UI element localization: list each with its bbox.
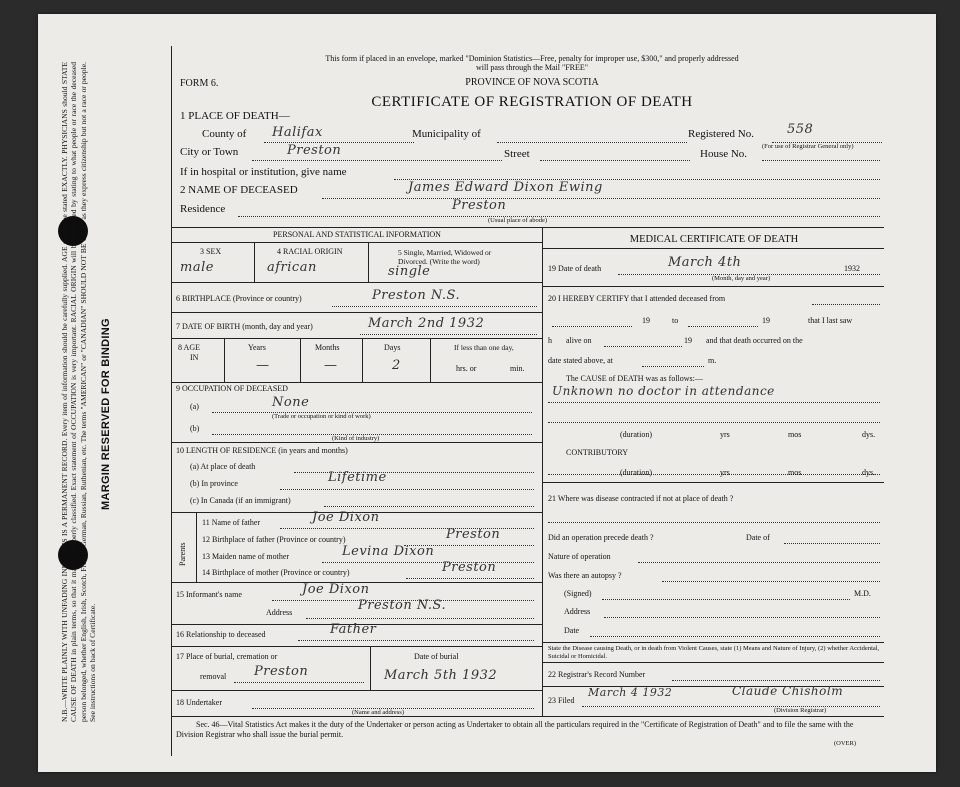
row-line xyxy=(542,286,884,287)
duration-yrs-2: yrs xyxy=(720,468,730,477)
column-divider xyxy=(542,227,543,717)
medical-certificate-heading: MEDICAL CERTIFICATE OF DEATH xyxy=(629,234,799,245)
racial-origin-value[interactable]: african xyxy=(267,260,317,275)
informant-value[interactable]: Joe Dixon xyxy=(302,582,370,597)
certify-19-a: 19 xyxy=(642,316,650,325)
residence-a-label: (a) At place of death xyxy=(190,462,256,471)
deceased-name-label: 2 NAME OF DECEASED xyxy=(180,184,298,196)
physician-date-line xyxy=(590,636,880,637)
days-label: Days xyxy=(384,343,401,352)
mother-birthplace-label: 14 Birthplace of mother (Province or country) xyxy=(202,568,350,577)
date-of-death-value[interactable]: March 4th xyxy=(668,255,742,270)
birthplace-value[interactable]: Preston N.S. xyxy=(372,288,461,303)
cell-divider xyxy=(362,338,363,382)
registrar-note: (For use of Registrar General only) xyxy=(762,143,854,150)
occupation-label: 9 OCCUPATION OF DECEASED xyxy=(176,384,288,393)
certify-last-saw: that I last saw xyxy=(808,316,853,325)
duration-yrs: yrs xyxy=(720,430,730,439)
county-label: County of xyxy=(202,128,247,140)
section-46-note: Sec. 46—Vital Statistics Act makes it the duty of the Undertaker or person acting as Undertaker to obtain all the particulars required in the "Certificate of Registration of Death" and to file the same with the Division Registrar who shall issue the burial permit. xyxy=(176,720,854,739)
postal-note-2: will pass through the Mail "FREE" xyxy=(475,63,589,72)
filed-value[interactable]: March 4 1932 xyxy=(588,686,673,699)
hrs-label: hrs. or xyxy=(456,364,477,373)
marital-label-2: Divorced. (Write the word) xyxy=(398,257,480,266)
occupation-b-note: (Kind of industry) xyxy=(332,435,380,442)
informant-address-value[interactable]: Preston N.S. xyxy=(358,598,447,613)
occupation-a-note: (Trade or occupation or kind of work) xyxy=(272,413,371,420)
place-of-death-heading: 1 PLACE OF DEATH— xyxy=(180,110,290,122)
cell-divider xyxy=(224,338,225,382)
disease-contracted-line xyxy=(548,522,880,523)
certify-alive-on: alive on xyxy=(566,336,592,345)
residence-c-line xyxy=(324,506,534,507)
house-no-line xyxy=(762,160,880,161)
certify-text: 20 I HEREBY CERTIFY that I attended deceased from xyxy=(548,294,726,303)
residence-c-label: (c) In Canada (if an immigrant) xyxy=(190,496,291,505)
postal-note: This form if placed in an envelope, marked "Dominion Statistics—Free, penalty for improper use, $300," and properly addressed xyxy=(325,54,739,63)
operation-date-label: Date of xyxy=(746,533,770,542)
city-label: City or Town xyxy=(180,146,239,158)
min-label: min. xyxy=(510,364,525,373)
house-no-label: House No. xyxy=(700,148,748,160)
informant-address-label: Address xyxy=(266,608,293,617)
residence-b-line xyxy=(280,489,534,490)
registrar-record-line xyxy=(672,680,880,681)
less-than-day-label: If less than one day, xyxy=(454,343,514,352)
undertaker-note: (Name and address) xyxy=(352,709,404,716)
mother-birthplace-value[interactable]: Preston xyxy=(442,560,497,575)
registered-no-value[interactable]: 558 xyxy=(787,122,814,137)
hospital-label: If in hospital or institution, give name xyxy=(180,166,347,178)
operation-date-line xyxy=(784,543,880,544)
duration-label-2: (duration) xyxy=(620,468,652,477)
table-bottom-line xyxy=(172,716,884,717)
filed-line xyxy=(582,706,880,707)
duration-mos-2: mos xyxy=(788,468,802,477)
row-line xyxy=(542,662,884,663)
registered-no-label: Registered No. xyxy=(688,128,754,140)
deceased-name-value[interactable]: James Edward Dixon Ewing xyxy=(408,180,603,195)
row-line xyxy=(172,338,542,339)
county-value[interactable]: Halifax xyxy=(272,125,323,140)
years-value[interactable]: — xyxy=(256,358,270,373)
certify-h: h xyxy=(548,336,552,345)
municipality-line xyxy=(497,142,687,143)
father-birthplace-value[interactable]: Preston xyxy=(446,527,501,542)
cause-line xyxy=(548,402,880,403)
row-line xyxy=(172,242,542,243)
operation-label: Did an operation precede death ? xyxy=(548,533,654,542)
father-name-label: 11 Name of father xyxy=(202,518,261,527)
contributory-label: CONTRIBUTORY xyxy=(566,448,629,457)
certify-m: m. xyxy=(708,356,717,365)
registrar-signature[interactable]: Claude Chisholm xyxy=(732,684,844,698)
certify-line xyxy=(812,304,880,305)
duration-label: (duration) xyxy=(620,430,652,439)
city-line xyxy=(252,160,502,161)
burial-place-value[interactable]: Preston xyxy=(254,664,309,679)
violent-causes-note: State the Disease causing Death, or in death from Violent Causes, state (1) Means and Nature of Injury, (2) whether Accidental, Suicidal or Homicidal. xyxy=(548,645,880,660)
certify-line xyxy=(604,346,682,347)
certify-death-occurred: and that death occurred on the xyxy=(706,336,803,345)
racial-origin-label: 4 RACIAL ORIGIN xyxy=(277,247,343,256)
marital-value[interactable]: single xyxy=(388,264,431,279)
birthplace-label: 6 BIRTHPLACE (Province or country) xyxy=(176,294,302,303)
signed-label: (Signed) xyxy=(564,589,592,598)
occupation-a-line xyxy=(212,412,532,413)
page-title: CERTIFICATE OF REGISTRATION OF DEATH xyxy=(371,94,693,110)
cell-divider xyxy=(300,338,301,382)
form-number: FORM 6. xyxy=(180,78,219,89)
burial-place-label-2: removal xyxy=(200,672,227,681)
sex-label: 3 SEX xyxy=(200,247,222,256)
row-line xyxy=(172,646,542,647)
cell-divider xyxy=(430,338,431,382)
birthplace-line xyxy=(332,306,537,307)
mother-name-value[interactable]: Levina Dixon xyxy=(342,544,435,559)
mother-birthplace-line xyxy=(406,578,534,579)
row-line xyxy=(542,642,884,643)
deceased-name-line xyxy=(322,198,880,199)
informant-label: 15 Informant's name xyxy=(176,590,242,599)
md-label: M.D. xyxy=(854,589,871,598)
residence-value[interactable]: Preston xyxy=(452,198,507,213)
date-of-death-year[interactable]: 1932 xyxy=(844,264,860,273)
certify-line xyxy=(688,326,758,327)
age-label: 8 AGE xyxy=(178,343,200,352)
sex-value[interactable]: male xyxy=(180,260,214,275)
days-value[interactable]: 2 xyxy=(392,358,401,373)
certify-line xyxy=(642,366,704,367)
table-top-line xyxy=(172,227,884,228)
occupation-a-label: (a) xyxy=(190,402,199,411)
certify-date-stated: date stated above, at xyxy=(548,356,613,365)
occupation-a-value[interactable]: None xyxy=(272,395,310,410)
contributory-line xyxy=(548,474,880,475)
cause-of-death-label: The CAUSE of DEATH was as follows:— xyxy=(566,374,703,383)
row-line xyxy=(172,382,542,383)
cell-divider xyxy=(370,646,371,690)
municipality-label: Municipality of xyxy=(412,128,481,140)
undertaker-label: 18 Undertaker xyxy=(176,698,222,707)
filed-label: 23 Filed xyxy=(548,696,575,705)
burial-place-label: 17 Place of burial, cremation or xyxy=(176,652,278,661)
autopsy-label: Was there an autopsy ? xyxy=(548,571,622,580)
binding-margin-title: MARGIN RESERVED FOR BINDING xyxy=(100,318,112,510)
physician-date-label: Date xyxy=(564,626,580,635)
relationship-value[interactable]: Father xyxy=(330,622,377,637)
burial-date-value[interactable]: March 5th 1932 xyxy=(384,668,498,683)
margin-instructions: N.B.—WRITE PLAINLY WITH UNFADING INK—THIS IS A PERMANENT RECORD. Every item of information should be carefully supplied. AGE should be stated EXACTLY. PHYSICIANS should STATE CAUSE OF DEATH in plain terms, so that it may be properly classified. Exact statement of OCCUPATION is very important. RACIAL ORIGIN will be described by stating to what people or race the deceased person belonged, whether English, Irish, Scotch, French, German, Russian, Ruthenian, etc. The terms "AMERICAN" or "CANADIAN" SHOULD NOT BE USED as they express citizenship but not a race or people. See instructions on back of Certificate. xyxy=(60,62,98,722)
mother-name-line xyxy=(322,562,534,563)
burial-date-label: Date of burial xyxy=(414,652,459,661)
certify-line xyxy=(552,326,632,327)
certify-19-c: 19 xyxy=(684,336,692,345)
burial-place-line xyxy=(234,682,364,683)
age-label-2: IN xyxy=(190,353,199,362)
duration-mos: mos xyxy=(788,430,802,439)
date-of-death-note: (Month, day and year) xyxy=(712,275,771,282)
occupation-b-label: (b) xyxy=(190,424,200,433)
row-line xyxy=(172,312,542,313)
informant-address-line xyxy=(306,618,534,619)
autopsy-line xyxy=(662,581,880,582)
relationship-line xyxy=(298,640,534,641)
dob-label: 7 DATE OF BIRTH (month, day and year) xyxy=(176,322,313,331)
certify-19-b: 19 xyxy=(762,316,770,325)
row-line xyxy=(172,442,542,443)
parents-label: Parents xyxy=(178,542,187,566)
row-line xyxy=(172,690,542,691)
duration-dys: dys. xyxy=(862,430,876,439)
months-value[interactable]: — xyxy=(324,358,338,373)
cell-divider xyxy=(368,242,369,282)
division-registrar-note: (Division Registrar) xyxy=(774,707,827,714)
personal-info-heading: PERSONAL AND STATISTICAL INFORMATION xyxy=(273,230,441,239)
residence-note: (Usual place of abode) xyxy=(488,217,548,224)
street-line xyxy=(540,160,690,161)
death-certificate-form xyxy=(172,46,884,761)
cause-line xyxy=(548,422,880,423)
duration-dys-2: dys. xyxy=(862,468,876,477)
relationship-label: 16 Relationship to deceased xyxy=(176,630,266,639)
street-label: Street xyxy=(504,148,530,160)
residence-label: Residence xyxy=(180,203,226,215)
cell-divider xyxy=(254,242,255,282)
years-label: Years xyxy=(248,343,266,352)
dob-line xyxy=(360,334,537,335)
province-heading: PROVINCE OF NOVA SCOTIA xyxy=(465,77,599,88)
disease-contracted-label: 21 Where was disease contracted if not at place of death ? xyxy=(548,494,734,503)
nature-line xyxy=(638,562,880,563)
mother-name-label: 13 Maiden name of mother xyxy=(202,552,290,561)
marital-label: 5 Single, Married, Widowed or xyxy=(398,248,492,257)
dob-value[interactable]: March 2nd 1932 xyxy=(368,316,485,331)
physician-address-line xyxy=(604,617,880,618)
certify-to: to xyxy=(672,316,679,325)
row-line xyxy=(542,482,884,483)
months-label: Months xyxy=(315,343,340,352)
over-note: (OVER) xyxy=(834,740,857,747)
father-birthplace-label: 12 Birthplace of father (Province or country) xyxy=(202,535,346,544)
length-of-residence-label: 10 LENGTH OF RESIDENCE (in years and months) xyxy=(176,446,348,455)
residence-b-label: (b) In province xyxy=(190,479,238,488)
cause-of-death-value[interactable]: Unknown no doctor in attendance xyxy=(552,384,775,398)
nature-of-operation-label: Nature of operation xyxy=(548,552,611,561)
city-value[interactable]: Preston xyxy=(287,143,342,158)
residence-line xyxy=(238,216,880,217)
date-of-death-label: 19 Date of death xyxy=(548,264,602,273)
residence-length-value[interactable]: Lifetime xyxy=(328,470,387,485)
parents-divider xyxy=(196,512,197,582)
row-line xyxy=(542,248,884,249)
father-name-value[interactable]: Joe Dixon xyxy=(312,510,380,525)
row-line xyxy=(172,282,542,283)
registrar-record-label: 22 Registrar's Record Number xyxy=(548,670,646,679)
physician-address-label: Address xyxy=(564,607,591,616)
signed-line xyxy=(602,599,850,600)
